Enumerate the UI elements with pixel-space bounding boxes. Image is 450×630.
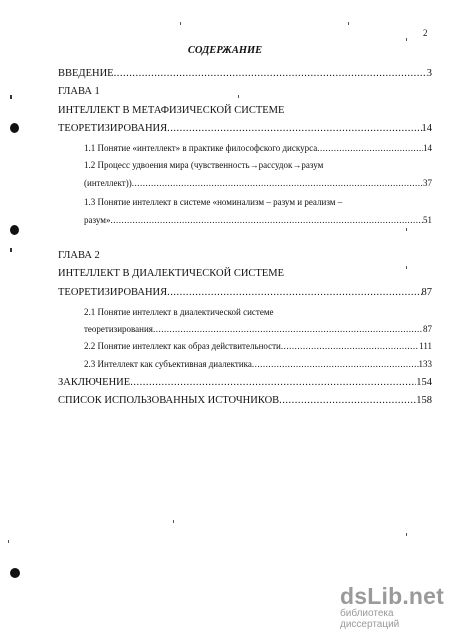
scan-speck bbox=[8, 540, 9, 543]
leader-dots bbox=[110, 215, 423, 225]
binder-hole bbox=[10, 123, 19, 133]
leader-dots bbox=[132, 178, 423, 188]
leader-dots bbox=[114, 68, 427, 79]
scan-speck bbox=[406, 38, 407, 41]
toc-page-number: 37 bbox=[423, 178, 432, 188]
chapter2-label: ГЛАВА 2 bbox=[58, 250, 100, 261]
toc-entry-chapter1 bbox=[58, 123, 432, 134]
toc-entry-2-2 bbox=[84, 341, 432, 351]
dslib-watermark-logo bbox=[340, 583, 450, 630]
toc-entry-text: разум» bbox=[84, 215, 111, 225]
toc-entry-1-3 bbox=[84, 215, 432, 225]
scan-speck bbox=[173, 520, 174, 523]
watermark-brand: dsLib.net bbox=[340, 583, 445, 609]
toc-entry-text: ТЕОРЕТИЗИРОВАНИЯ bbox=[58, 123, 168, 134]
toc-title: СОДЕРЖАНИЕ bbox=[187, 45, 263, 56]
scan-speck bbox=[406, 266, 407, 269]
toc-entry-text: ЗАКЛЮЧЕНИЕ bbox=[58, 377, 131, 388]
chapter1-title-line1: ИНТЕЛЛЕКТ В МЕТАФИЗИЧЕСКОЙ СИСТЕМЕ bbox=[58, 105, 285, 116]
toc-entry-references bbox=[58, 395, 432, 406]
toc-entry-intro bbox=[58, 68, 432, 79]
scan-speck bbox=[180, 22, 181, 25]
toc-page-number: 3 bbox=[426, 68, 432, 79]
toc-entry-text: СПИСОК ИСПОЛЬЗОВАННЫХ ИСТОЧНИКОВ bbox=[58, 395, 280, 406]
binder-hole bbox=[10, 568, 20, 578]
toc-entry-chapter2 bbox=[58, 287, 432, 298]
toc-entry-text: (интеллект)) bbox=[84, 178, 132, 188]
toc-entry-1-3-line1: 1.3 Понятие интеллект в системе «номинализм – разум и реализм – bbox=[84, 197, 343, 207]
leader-dots bbox=[130, 377, 416, 388]
toc-entry-1-2 bbox=[84, 178, 432, 188]
toc-entry-text: теоретизирования bbox=[84, 324, 153, 334]
toc-page-number: 158 bbox=[416, 395, 432, 406]
scan-speck bbox=[238, 95, 239, 98]
scan-speck bbox=[10, 95, 12, 99]
toc-page-number: 51 bbox=[423, 215, 432, 225]
toc-page-number: 87 bbox=[421, 287, 432, 298]
toc-entry-2-1-line1: 2.1 Понятие интеллект в диалектической системе bbox=[84, 307, 274, 317]
chapter2-title-line1: ИНТЕЛЛЕКТ В ДИАЛЕКТИЧЕСКОЙ СИСТЕМЕ bbox=[58, 268, 284, 279]
toc-page-number: 111 bbox=[419, 341, 432, 351]
toc-entry-text: 2.2 Понятие интеллект как образ действительности bbox=[84, 341, 281, 351]
toc-page-number: 14 bbox=[423, 143, 432, 153]
scan-speck bbox=[406, 533, 407, 536]
toc-entry-text: 2.3 Интеллект как субъективная диалектика bbox=[84, 359, 252, 369]
scan-speck bbox=[406, 228, 407, 231]
leader-dots bbox=[279, 395, 416, 406]
toc-entry-text: ТЕОРЕТИЗИРОВАНИЯ bbox=[58, 287, 168, 298]
toc-entry-1-2-line1: 1.2 Процесс удвоения мира (чувственность→рассудок→разум bbox=[84, 160, 324, 170]
leader-dots bbox=[317, 143, 423, 153]
toc-entry-2-1 bbox=[84, 324, 432, 334]
toc-page-number: 154 bbox=[416, 377, 432, 388]
scan-speck bbox=[10, 248, 12, 252]
scan-speck bbox=[348, 22, 349, 25]
leader-dots bbox=[281, 341, 419, 351]
toc-entry-2-3 bbox=[84, 359, 432, 369]
leader-dots bbox=[167, 287, 421, 298]
toc-entry-1-1 bbox=[84, 143, 432, 153]
toc-page-number: 87 bbox=[423, 324, 432, 334]
toc-entry-conclusion bbox=[58, 377, 432, 388]
chapter1-label: ГЛАВА 1 bbox=[58, 86, 100, 97]
toc-page-number: 14 bbox=[421, 123, 432, 134]
leader-dots bbox=[167, 123, 421, 134]
toc-entry-text: ВВЕДЕНИЕ bbox=[58, 68, 114, 79]
leader-dots bbox=[153, 324, 423, 334]
toc-page-number: 133 bbox=[418, 359, 432, 369]
watermark-tagline: библиотека диссертаций bbox=[340, 608, 400, 630]
page-number: 2 bbox=[423, 28, 428, 38]
leader-dots bbox=[252, 359, 419, 369]
toc-entry-text: 1.1 Понятие «интеллект» в практике философского дискурса bbox=[84, 143, 318, 153]
binder-hole bbox=[10, 225, 19, 235]
